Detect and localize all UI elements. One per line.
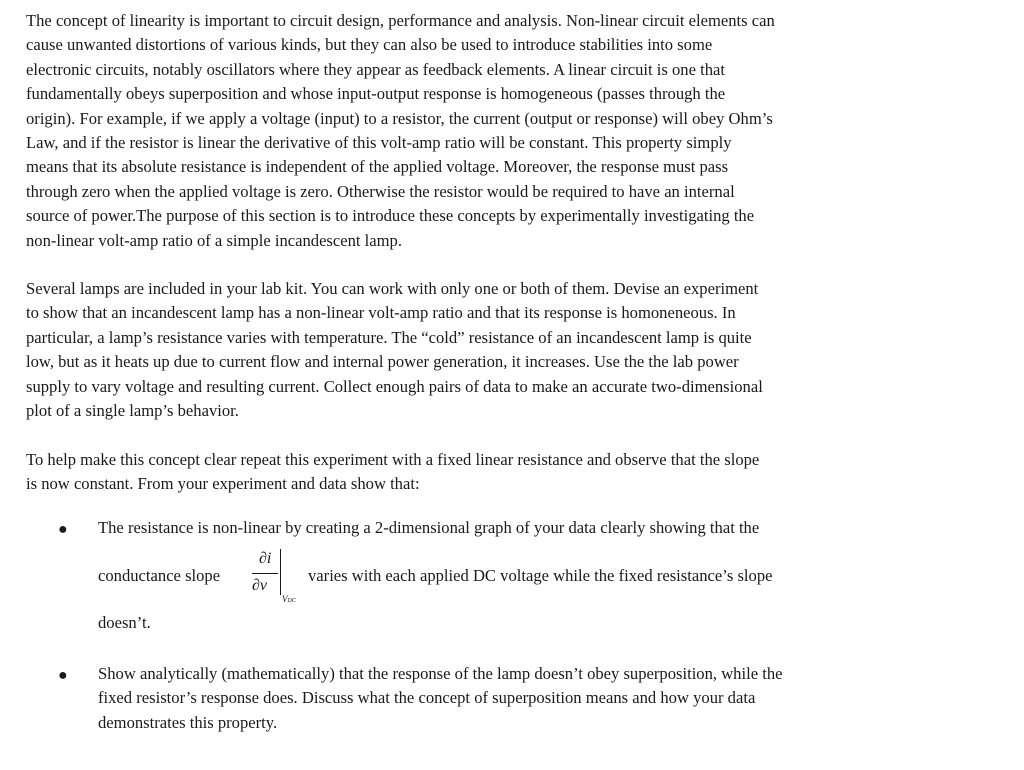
bullet-dot-icon: ● <box>58 521 68 538</box>
formula-subscript-small: DC <box>287 598 296 605</box>
evaluation-bar <box>280 549 281 595</box>
text-line: To help make this concept clear repeat this experiment with a fixed linear resistance and observe that the slope <box>26 450 760 469</box>
text-line: source of power.The purpose of this section is to introduce these concepts by experimentally investigating the <box>26 206 755 226</box>
text-line: fixed resistor’s response does. Discuss what the concept of superposition means and how your data <box>98 688 756 708</box>
text-line: The concept of linearity is important to circuit design, performance and analysis. Non-linear circuit elements can <box>26 11 775 30</box>
bullet-text <box>98 516 773 636</box>
text-line: origin). For example, if we apply a voltage (input) to a resistor, the current (output or response) will obey Ohm’s <box>26 108 773 128</box>
text-line: The resistance is non-linear by creating a 2-dimensional graph of your data clearly showing that the <box>98 518 760 537</box>
formula-line <box>98 547 773 607</box>
text-line: cause unwanted distortions of various kinds, but they can also be used to introduce stabilities into some <box>26 35 713 55</box>
paragraph-lamp-experiment <box>26 277 763 423</box>
formula-denominator: ∂v <box>252 577 268 595</box>
formula-subscript-main: V <box>282 594 288 605</box>
text-line: supply to vary voltage and resulting current. Collect enough pairs of data to make an accurate two-dimensional <box>26 376 763 396</box>
text-line: particular, a lamp’s resistance varies with temperature. The “cold” resistance of an incandescent lamp is quite <box>26 327 752 347</box>
paragraph-linearity-intro <box>26 9 775 253</box>
paragraph-fixed-resistance <box>26 448 759 497</box>
text-line: plot of a single lamp’s behavior. <box>26 401 239 421</box>
text-line: doesn’t. <box>98 613 151 633</box>
formula-numerator: ∂i <box>259 550 272 568</box>
text-line: is now constant. From your experiment and data show that: <box>26 474 420 494</box>
text-line: through zero when the applied voltage is zero. Otherwise the resistor would be required to have an internal <box>26 181 735 201</box>
text-line: electronic circuits, notably oscillators where they appear as feedback elements. A linear circuit is one that <box>26 59 725 79</box>
text-line: fundamentally obeys superposition and whose input-output response is homogeneous (passes through the <box>26 84 726 104</box>
bullet-dot-icon: ● <box>58 667 68 684</box>
text-line: non-linear volt-amp ratio of a simple incandescent lamp. <box>26 230 403 250</box>
text-line: means that its absolute resistance is independent of the applied voltage. Moreover, the response must pass <box>26 157 729 177</box>
text-line: demonstrates this property. <box>98 712 278 732</box>
bullet-text <box>98 662 782 735</box>
text-line: Show analytically (mathematically) that the response of the lamp doesn’t obey superposition, while the <box>98 664 783 683</box>
formula-after-text: varies with each applied DC voltage while the fixed resistance’s slope <box>308 566 773 586</box>
text-line: Several lamps are included in your lab kit. You can work with only one or both of them. Devise an experiment <box>26 279 759 298</box>
text-line: to show that an incandescent lamp has a non-linear volt-amp ratio and that its response is homoneneous. In <box>26 303 736 323</box>
formula-before-text: conductance slope <box>98 566 221 586</box>
formula-subscript <box>282 587 296 613</box>
conductance-slope-formula <box>251 547 311 605</box>
text-line: low, but as it heats up due to current flow and internal power generation, it increases. Use the the lab power <box>26 352 739 372</box>
text-line: Law, and if the resistor is linear the derivative of this volt-amp ratio will be constant. This property simply <box>26 133 732 153</box>
